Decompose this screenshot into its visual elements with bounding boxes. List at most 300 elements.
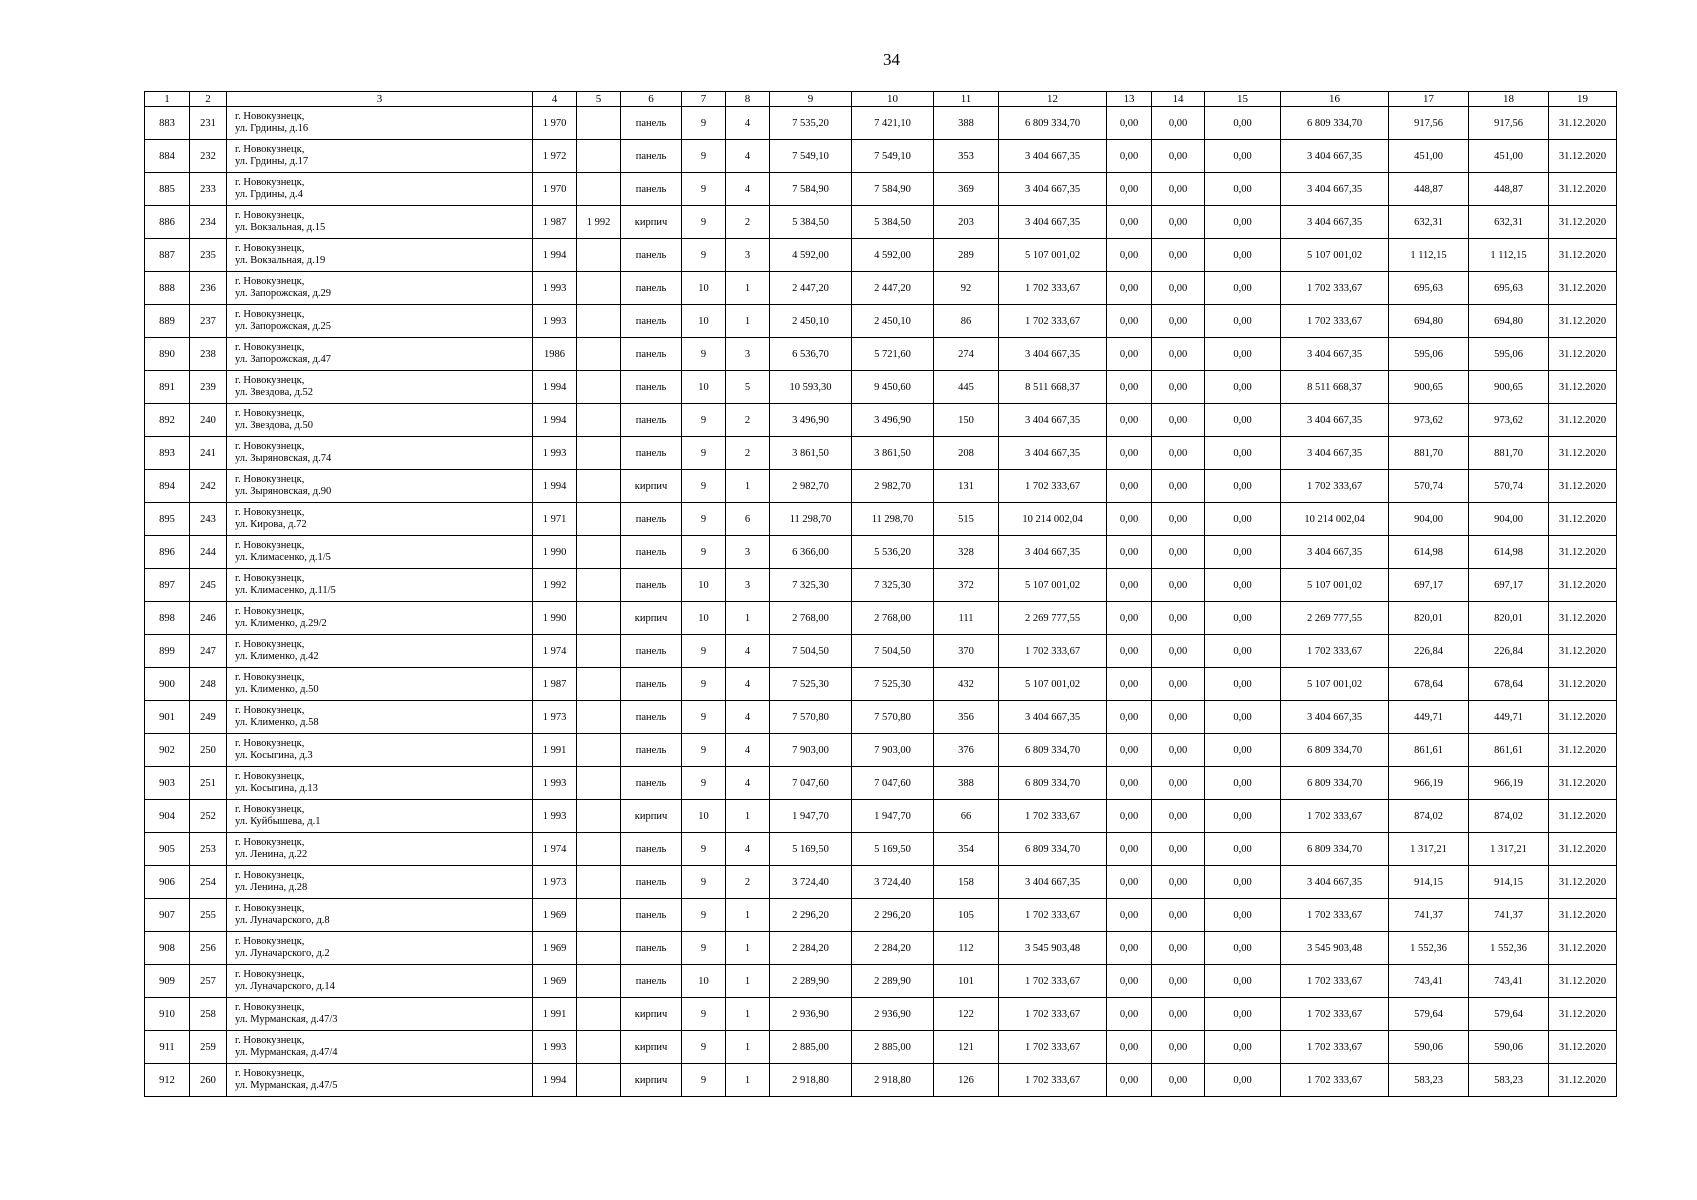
table-cell: 0,00 (1152, 305, 1205, 338)
table-cell: 2 918,80 (852, 1064, 934, 1097)
address-street: ул. Вокзальная, д.15 (235, 222, 326, 233)
table-cell: 3 861,50 (770, 437, 852, 470)
table-cell: 912 (145, 1064, 190, 1097)
table-cell: 289 (934, 239, 999, 272)
address-city: г. Новокузнецк, (235, 408, 305, 419)
table-cell: 2 450,10 (852, 305, 934, 338)
table-cell: 1 990 (533, 536, 577, 569)
table-cell: 10 (682, 602, 726, 635)
table-cell: 0,00 (1152, 734, 1205, 767)
table-cell: 1 (726, 470, 770, 503)
table-cell: 247 (190, 635, 227, 668)
table-row (145, 1031, 1617, 1064)
column-header: 12 (999, 92, 1107, 107)
table-cell: 445 (934, 371, 999, 404)
address-cell (227, 965, 533, 998)
table-row (145, 536, 1617, 569)
table-cell: 258 (190, 998, 227, 1031)
table-cell: 5 169,50 (852, 833, 934, 866)
table-cell: 697,17 (1469, 569, 1549, 602)
address-cell (227, 800, 533, 833)
table-cell (577, 536, 621, 569)
table-cell: 3 (726, 536, 770, 569)
table-cell: 354 (934, 833, 999, 866)
table-cell: 5 384,50 (770, 206, 852, 239)
table-cell: 257 (190, 965, 227, 998)
table-cell: 4 (726, 173, 770, 206)
table-cell: 9 450,60 (852, 371, 934, 404)
table-cell: 2 (726, 437, 770, 470)
table-row (145, 635, 1617, 668)
address-cell (227, 107, 533, 140)
table-cell: 900 (145, 668, 190, 701)
table-cell: 245 (190, 569, 227, 602)
table-cell: 3 404 667,35 (999, 206, 1107, 239)
table-cell: 0,00 (1152, 866, 1205, 899)
table-cell: 0,00 (1107, 173, 1152, 206)
table-cell: 0,00 (1205, 668, 1281, 701)
table-cell: 31.12.2020 (1549, 371, 1617, 404)
address-city: г. Новокузнецк, (235, 903, 305, 914)
table-cell: 1 993 (533, 1031, 577, 1064)
table-row (145, 833, 1617, 866)
table-cell: 0,00 (1152, 965, 1205, 998)
table-cell: 1 994 (533, 404, 577, 437)
table-cell: 1 702 333,67 (999, 965, 1107, 998)
table-cell: 0,00 (1152, 536, 1205, 569)
table-cell: 900,65 (1389, 371, 1469, 404)
address-cell (227, 239, 533, 272)
address-street: ул. Зыряновская, д.90 (235, 486, 332, 497)
table-cell: 1 992 (533, 569, 577, 602)
table-cell: 0,00 (1152, 272, 1205, 305)
table-cell (577, 800, 621, 833)
table-cell: 0,00 (1205, 338, 1281, 371)
table-row (145, 668, 1617, 701)
table-cell: 353 (934, 140, 999, 173)
column-header: 3 (227, 92, 533, 107)
table-cell: 5 107 001,02 (1281, 569, 1389, 602)
table-cell: 0,00 (1152, 404, 1205, 437)
table-cell: 1 (726, 932, 770, 965)
table-cell: 907 (145, 899, 190, 932)
table-cell: 248 (190, 668, 227, 701)
table-cell: 1 994 (533, 470, 577, 503)
table-cell (577, 404, 621, 437)
table-cell: 3 404 667,35 (999, 173, 1107, 206)
table-cell: 0,00 (1205, 371, 1281, 404)
column-header: 2 (190, 92, 227, 107)
table-cell: 31.12.2020 (1549, 536, 1617, 569)
table-cell: 7 525,30 (852, 668, 934, 701)
table-cell: 632,31 (1469, 206, 1549, 239)
table-cell: 895 (145, 503, 190, 536)
address-city: г. Новокузнецк, (235, 210, 305, 221)
table-cell: 820,01 (1469, 602, 1549, 635)
table-cell: 1 991 (533, 734, 577, 767)
table-cell: панель (621, 338, 682, 371)
table-cell: 874,02 (1469, 800, 1549, 833)
address-cell (227, 404, 533, 437)
table-row (145, 734, 1617, 767)
table-cell: кирпич (621, 998, 682, 1031)
address-cell (227, 635, 533, 668)
table-cell: 0,00 (1152, 932, 1205, 965)
table-cell: 372 (934, 569, 999, 602)
table-cell: 5 107 001,02 (999, 239, 1107, 272)
table-cell: 31.12.2020 (1549, 206, 1617, 239)
table-cell: 3 861,50 (852, 437, 934, 470)
table-cell: 0,00 (1205, 140, 1281, 173)
table-cell: 1 702 333,67 (1281, 305, 1389, 338)
table-cell: 3 545 903,48 (1281, 932, 1389, 965)
table-cell: 1 992 (577, 206, 621, 239)
address-cell (227, 338, 533, 371)
table-cell: 241 (190, 437, 227, 470)
address-cell (227, 536, 533, 569)
table-cell: 1 552,36 (1469, 932, 1549, 965)
table-cell: 0,00 (1107, 833, 1152, 866)
table-cell: 0,00 (1152, 701, 1205, 734)
table-cell: панель (621, 107, 682, 140)
table-cell: 579,64 (1469, 998, 1549, 1031)
table-row (145, 701, 1617, 734)
table-cell: 1 702 333,67 (999, 899, 1107, 932)
table-cell: 31.12.2020 (1549, 1064, 1617, 1097)
table-cell: 1 970 (533, 107, 577, 140)
table-cell: 0,00 (1152, 140, 1205, 173)
table-cell: 0,00 (1205, 965, 1281, 998)
table-cell: 614,98 (1469, 536, 1549, 569)
table-cell: 0,00 (1107, 371, 1152, 404)
address-cell (227, 305, 533, 338)
table-cell: 3 496,90 (852, 404, 934, 437)
table-cell: 892 (145, 404, 190, 437)
table-cell: 1 552,36 (1389, 932, 1469, 965)
table-cell: 2 918,80 (770, 1064, 852, 1097)
table-cell: 0,00 (1107, 1064, 1152, 1097)
address-cell (227, 173, 533, 206)
table-cell: 31.12.2020 (1549, 998, 1617, 1031)
address-city: г. Новокузнецк, (235, 804, 305, 815)
table-cell: 1 991 (533, 998, 577, 1031)
table-cell: 9 (682, 1031, 726, 1064)
table-cell: 244 (190, 536, 227, 569)
table-cell: 0,00 (1205, 767, 1281, 800)
table-cell: 0,00 (1107, 569, 1152, 602)
table-cell: 1 317,21 (1389, 833, 1469, 866)
address-street: ул. Клименко, д.50 (235, 684, 319, 695)
table-cell: 388 (934, 767, 999, 800)
table-cell: 3 (726, 569, 770, 602)
address-street: ул. Клименко, д.58 (235, 717, 319, 728)
table-cell: 2 450,10 (770, 305, 852, 338)
table-cell: 909 (145, 965, 190, 998)
table-cell: 1 (726, 272, 770, 305)
address-city: г. Новокузнецк, (235, 540, 305, 551)
table-row (145, 932, 1617, 965)
table-cell: 6 809 334,70 (999, 833, 1107, 866)
table-cell (577, 602, 621, 635)
table-cell: кирпич (621, 800, 682, 833)
table-cell: 208 (934, 437, 999, 470)
table-cell (577, 239, 621, 272)
table-cell (577, 173, 621, 206)
table-cell: 614,98 (1389, 536, 1469, 569)
table-cell: 2 269 777,55 (999, 602, 1107, 635)
table-cell: 451,00 (1469, 140, 1549, 173)
table-cell (577, 107, 621, 140)
table-cell: 6 809 334,70 (1281, 734, 1389, 767)
address-city: г. Новокузнецк, (235, 276, 305, 287)
table-cell: 3 (726, 239, 770, 272)
table-row (145, 866, 1617, 899)
table-cell: 1 702 333,67 (999, 1064, 1107, 1097)
table-row (145, 1064, 1617, 1097)
table-cell: 101 (934, 965, 999, 998)
table-cell (577, 470, 621, 503)
table-cell: 1 993 (533, 305, 577, 338)
table-cell: 9 (682, 998, 726, 1031)
table-cell: 9 (682, 173, 726, 206)
table-cell: 884 (145, 140, 190, 173)
table-cell: 9 (682, 833, 726, 866)
column-header: 5 (577, 92, 621, 107)
table-cell: 0,00 (1152, 569, 1205, 602)
table-cell: 5 721,60 (852, 338, 934, 371)
table-cell: 901 (145, 701, 190, 734)
table-cell: 31.12.2020 (1549, 932, 1617, 965)
table-cell: 3 404 667,35 (999, 536, 1107, 569)
table-cell: 1 (726, 1064, 770, 1097)
table-cell: 678,64 (1389, 668, 1469, 701)
address-cell (227, 767, 533, 800)
address-city: г. Новокузнецк, (235, 111, 305, 122)
table-cell: 451,00 (1389, 140, 1469, 173)
address-city: г. Новокузнецк, (235, 771, 305, 782)
table-cell: 0,00 (1205, 998, 1281, 1031)
table-cell: 570,74 (1469, 470, 1549, 503)
table-cell: 7 570,80 (770, 701, 852, 734)
table-cell: 0,00 (1152, 338, 1205, 371)
table-cell: 10 (682, 965, 726, 998)
address-city: г. Новокузнецк, (235, 342, 305, 353)
table-cell: 973,62 (1389, 404, 1469, 437)
table-cell: 2 284,20 (770, 932, 852, 965)
table-cell: 973,62 (1469, 404, 1549, 437)
table-cell: 246 (190, 602, 227, 635)
table-cell: 695,63 (1469, 272, 1549, 305)
table-cell: 1 (726, 800, 770, 833)
table-cell: 1 987 (533, 206, 577, 239)
address-street: ул. Климасенко, д.11/5 (235, 585, 336, 596)
table-cell: 0,00 (1107, 734, 1152, 767)
table-cell: 1 702 333,67 (999, 305, 1107, 338)
table-cell (577, 371, 621, 404)
table-cell: панель (621, 569, 682, 602)
table-cell: 0,00 (1152, 173, 1205, 206)
table-cell: 31.12.2020 (1549, 107, 1617, 140)
table-cell: 3 545 903,48 (999, 932, 1107, 965)
column-header: 14 (1152, 92, 1205, 107)
table-cell: 0,00 (1205, 932, 1281, 965)
column-header: 1 (145, 92, 190, 107)
table-cell: 0,00 (1107, 800, 1152, 833)
table-row (145, 404, 1617, 437)
table-cell: 7 325,30 (852, 569, 934, 602)
table-cell: 0,00 (1152, 1064, 1205, 1097)
table-cell: 0,00 (1152, 503, 1205, 536)
address-street: ул. Запорожская, д.29 (235, 288, 332, 299)
table-cell: 0,00 (1205, 206, 1281, 239)
table-cell (577, 140, 621, 173)
table-cell: 590,06 (1389, 1031, 1469, 1064)
table-cell: 31.12.2020 (1549, 569, 1617, 602)
address-street: ул. Луначарского, д.14 (235, 981, 335, 992)
table-cell: 0,00 (1205, 173, 1281, 206)
table-cell: панель (621, 536, 682, 569)
table-cell: 31.12.2020 (1549, 173, 1617, 206)
table-cell: 0,00 (1205, 701, 1281, 734)
address-cell (227, 272, 533, 305)
table-cell: 226,84 (1389, 635, 1469, 668)
table-cell: панель (621, 272, 682, 305)
table-cell: 9 (682, 668, 726, 701)
table-cell: 0,00 (1205, 536, 1281, 569)
table-cell: 1 702 333,67 (1281, 998, 1389, 1031)
address-street: ул. Запорожская, д.47 (235, 354, 332, 365)
table-cell: 1 (726, 602, 770, 635)
table-cell: 9 (682, 503, 726, 536)
table-cell: 5 169,50 (770, 833, 852, 866)
address-cell (227, 833, 533, 866)
table-cell: 0,00 (1107, 272, 1152, 305)
table-cell: 861,61 (1389, 734, 1469, 767)
table-cell: 911 (145, 1031, 190, 1064)
table-cell: 695,63 (1389, 272, 1469, 305)
table-cell: кирпич (621, 1064, 682, 1097)
table-cell: 917,56 (1469, 107, 1549, 140)
table-cell: 1 112,15 (1389, 239, 1469, 272)
table-cell: 3 724,40 (770, 866, 852, 899)
column-header: 11 (934, 92, 999, 107)
table-cell: 6 809 334,70 (1281, 767, 1389, 800)
table-cell: 2 (726, 404, 770, 437)
address-cell (227, 470, 533, 503)
table-cell: 9 (682, 767, 726, 800)
table-cell: 240 (190, 404, 227, 437)
table-row (145, 206, 1617, 239)
column-header: 8 (726, 92, 770, 107)
table-cell: панель (621, 965, 682, 998)
table-cell: 31.12.2020 (1549, 338, 1617, 371)
table-cell: 226,84 (1469, 635, 1549, 668)
table-cell: 31.12.2020 (1549, 602, 1617, 635)
table-cell: 31.12.2020 (1549, 734, 1617, 767)
table-cell: 1 702 333,67 (1281, 1031, 1389, 1064)
table-cell: 0,00 (1107, 404, 1152, 437)
address-street: ул. Клименко, д.42 (235, 651, 319, 662)
column-header: 6 (621, 92, 682, 107)
table-cell: 2 936,90 (852, 998, 934, 1031)
table-cell: 31.12.2020 (1549, 1031, 1617, 1064)
table-cell: 111 (934, 602, 999, 635)
table-cell: 242 (190, 470, 227, 503)
table-cell: 238 (190, 338, 227, 371)
table-cell: 203 (934, 206, 999, 239)
table-cell: 158 (934, 866, 999, 899)
table-cell: 2 885,00 (852, 1031, 934, 1064)
table-cell: 2 296,20 (852, 899, 934, 932)
table-row (145, 800, 1617, 833)
table-cell: 0,00 (1152, 1031, 1205, 1064)
table-cell: 31.12.2020 (1549, 272, 1617, 305)
table-cell: 1 987 (533, 668, 577, 701)
table-cell: 0,00 (1152, 470, 1205, 503)
table-cell: 890 (145, 338, 190, 371)
table-row (145, 899, 1617, 932)
table-cell: 3 404 667,35 (1281, 338, 1389, 371)
table-cell: 570,74 (1389, 470, 1469, 503)
table-cell: 904,00 (1389, 503, 1469, 536)
table-cell: 356 (934, 701, 999, 734)
address-cell (227, 140, 533, 173)
table-row (145, 998, 1617, 1031)
table-cell: 10 214 002,04 (999, 503, 1107, 536)
table-cell: 0,00 (1152, 833, 1205, 866)
table-cell: 31.12.2020 (1549, 635, 1617, 668)
table-cell: 883 (145, 107, 190, 140)
table-cell: 897 (145, 569, 190, 602)
address-city: г. Новокузнецк, (235, 1035, 305, 1046)
table-cell: 0,00 (1205, 1031, 1281, 1064)
table-cell: 910 (145, 998, 190, 1031)
table-cell: 0,00 (1205, 1064, 1281, 1097)
table-cell: 1 702 333,67 (1281, 272, 1389, 305)
table-cell: 0,00 (1107, 602, 1152, 635)
table-cell: 3 496,90 (770, 404, 852, 437)
table-cell: 252 (190, 800, 227, 833)
table-cell: 1 (726, 899, 770, 932)
table-cell: 448,87 (1389, 173, 1469, 206)
table-cell: 966,19 (1389, 767, 1469, 800)
table-cell: 7 535,20 (770, 107, 852, 140)
table-cell: 235 (190, 239, 227, 272)
table-cell: панель (621, 668, 682, 701)
table-cell: 243 (190, 503, 227, 536)
table-cell (577, 965, 621, 998)
table-cell: 1 974 (533, 635, 577, 668)
table-cell: 902 (145, 734, 190, 767)
table-cell: 0,00 (1107, 305, 1152, 338)
table-cell: 7 549,10 (770, 140, 852, 173)
table-cell: 10 214 002,04 (1281, 503, 1389, 536)
table-cell: 4 (726, 767, 770, 800)
table-cell: 9 (682, 536, 726, 569)
table-cell: 259 (190, 1031, 227, 1064)
table-row (145, 965, 1617, 998)
address-cell (227, 206, 533, 239)
table-cell: 1 974 (533, 833, 577, 866)
address-street: ул. Ленина, д.28 (235, 882, 308, 893)
table-cell: 370 (934, 635, 999, 668)
address-street: ул. Звездова, д.50 (235, 420, 313, 431)
table-cell: 1 702 333,67 (999, 635, 1107, 668)
table-cell: 3 404 667,35 (999, 866, 1107, 899)
address-city: г. Новокузнецк, (235, 606, 305, 617)
address-city: г. Новокузнецк, (235, 573, 305, 584)
address-street: ул. Мурманская, д.47/4 (235, 1047, 338, 1058)
